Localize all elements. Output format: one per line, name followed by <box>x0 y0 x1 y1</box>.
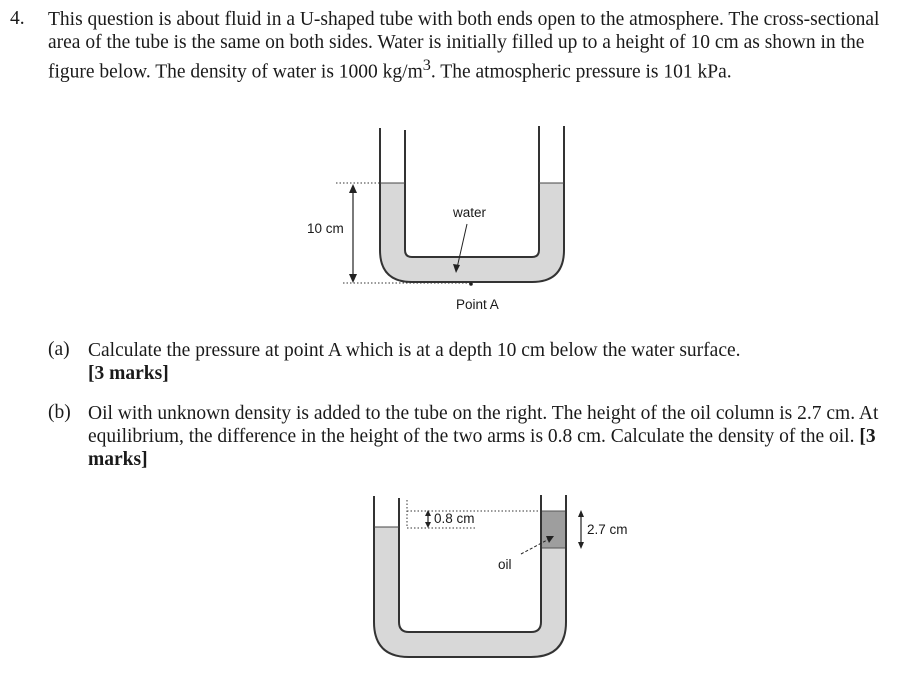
part-a-marks: [3 marks] <box>88 363 169 384</box>
figure-2-oil-arrow-head-down <box>578 542 584 549</box>
question-number: 4. <box>10 8 25 29</box>
figure-2-oil-arrow-head-up <box>578 510 584 517</box>
part-b-marks: [3 marks] <box>88 426 876 470</box>
figure-2-diff-arrow-head-down <box>425 522 431 528</box>
figure-1-arrow-head-up <box>349 184 357 193</box>
part-b-question <box>88 402 880 471</box>
intro-text-2: . The atmospheric pressure is 101 kPa. <box>430 61 732 83</box>
figure-1-tube-inner-wall <box>405 126 539 257</box>
figure-1-arrow-head-down <box>349 274 357 283</box>
figure-1-u-tube <box>307 126 564 312</box>
part-a-text: Calculate the pressure at point A which is at a depth 10 cm below the water surface. <box>88 340 741 361</box>
figure-2-oil-column <box>541 511 566 548</box>
part-b-text: Oil with unknown density is added to the tube on the right. The height of the oil column is 2.7 cm. At equilibrium, the difference in the height of the two arms is 0.8 cm. Calculate the density of the oil. <box>88 403 879 447</box>
part-b-label: (b) <box>48 402 71 423</box>
figure-1-water-label: water <box>453 205 487 220</box>
figure-1-height-label: 10 cm <box>307 221 344 236</box>
figure-2-u-tube <box>374 495 628 657</box>
figure-2-diff-label: 0.8 cm <box>434 511 475 526</box>
part-a-question <box>88 339 880 385</box>
part-a-label: (a) <box>48 339 70 360</box>
intro-text-1: This question is about fluid in a U-shaped tube with both ends open to the atmosphere. The cross-sectional area of the tube is the same on both sides. Water is initially filled up to a height of 10 cm as shown in the figure below. The density of water is 1000 kg/m <box>48 9 880 83</box>
figure-1-point-a-label: Point A <box>456 297 499 312</box>
figure-1-point-a-marker <box>469 282 473 286</box>
intro-superscript: 3 <box>422 56 431 74</box>
figure-1-water <box>380 183 564 282</box>
figure-2-oil-height-label: 2.7 cm <box>587 522 628 537</box>
figure-2-oil-label: oil <box>498 557 512 572</box>
figure-2-water <box>374 527 566 657</box>
